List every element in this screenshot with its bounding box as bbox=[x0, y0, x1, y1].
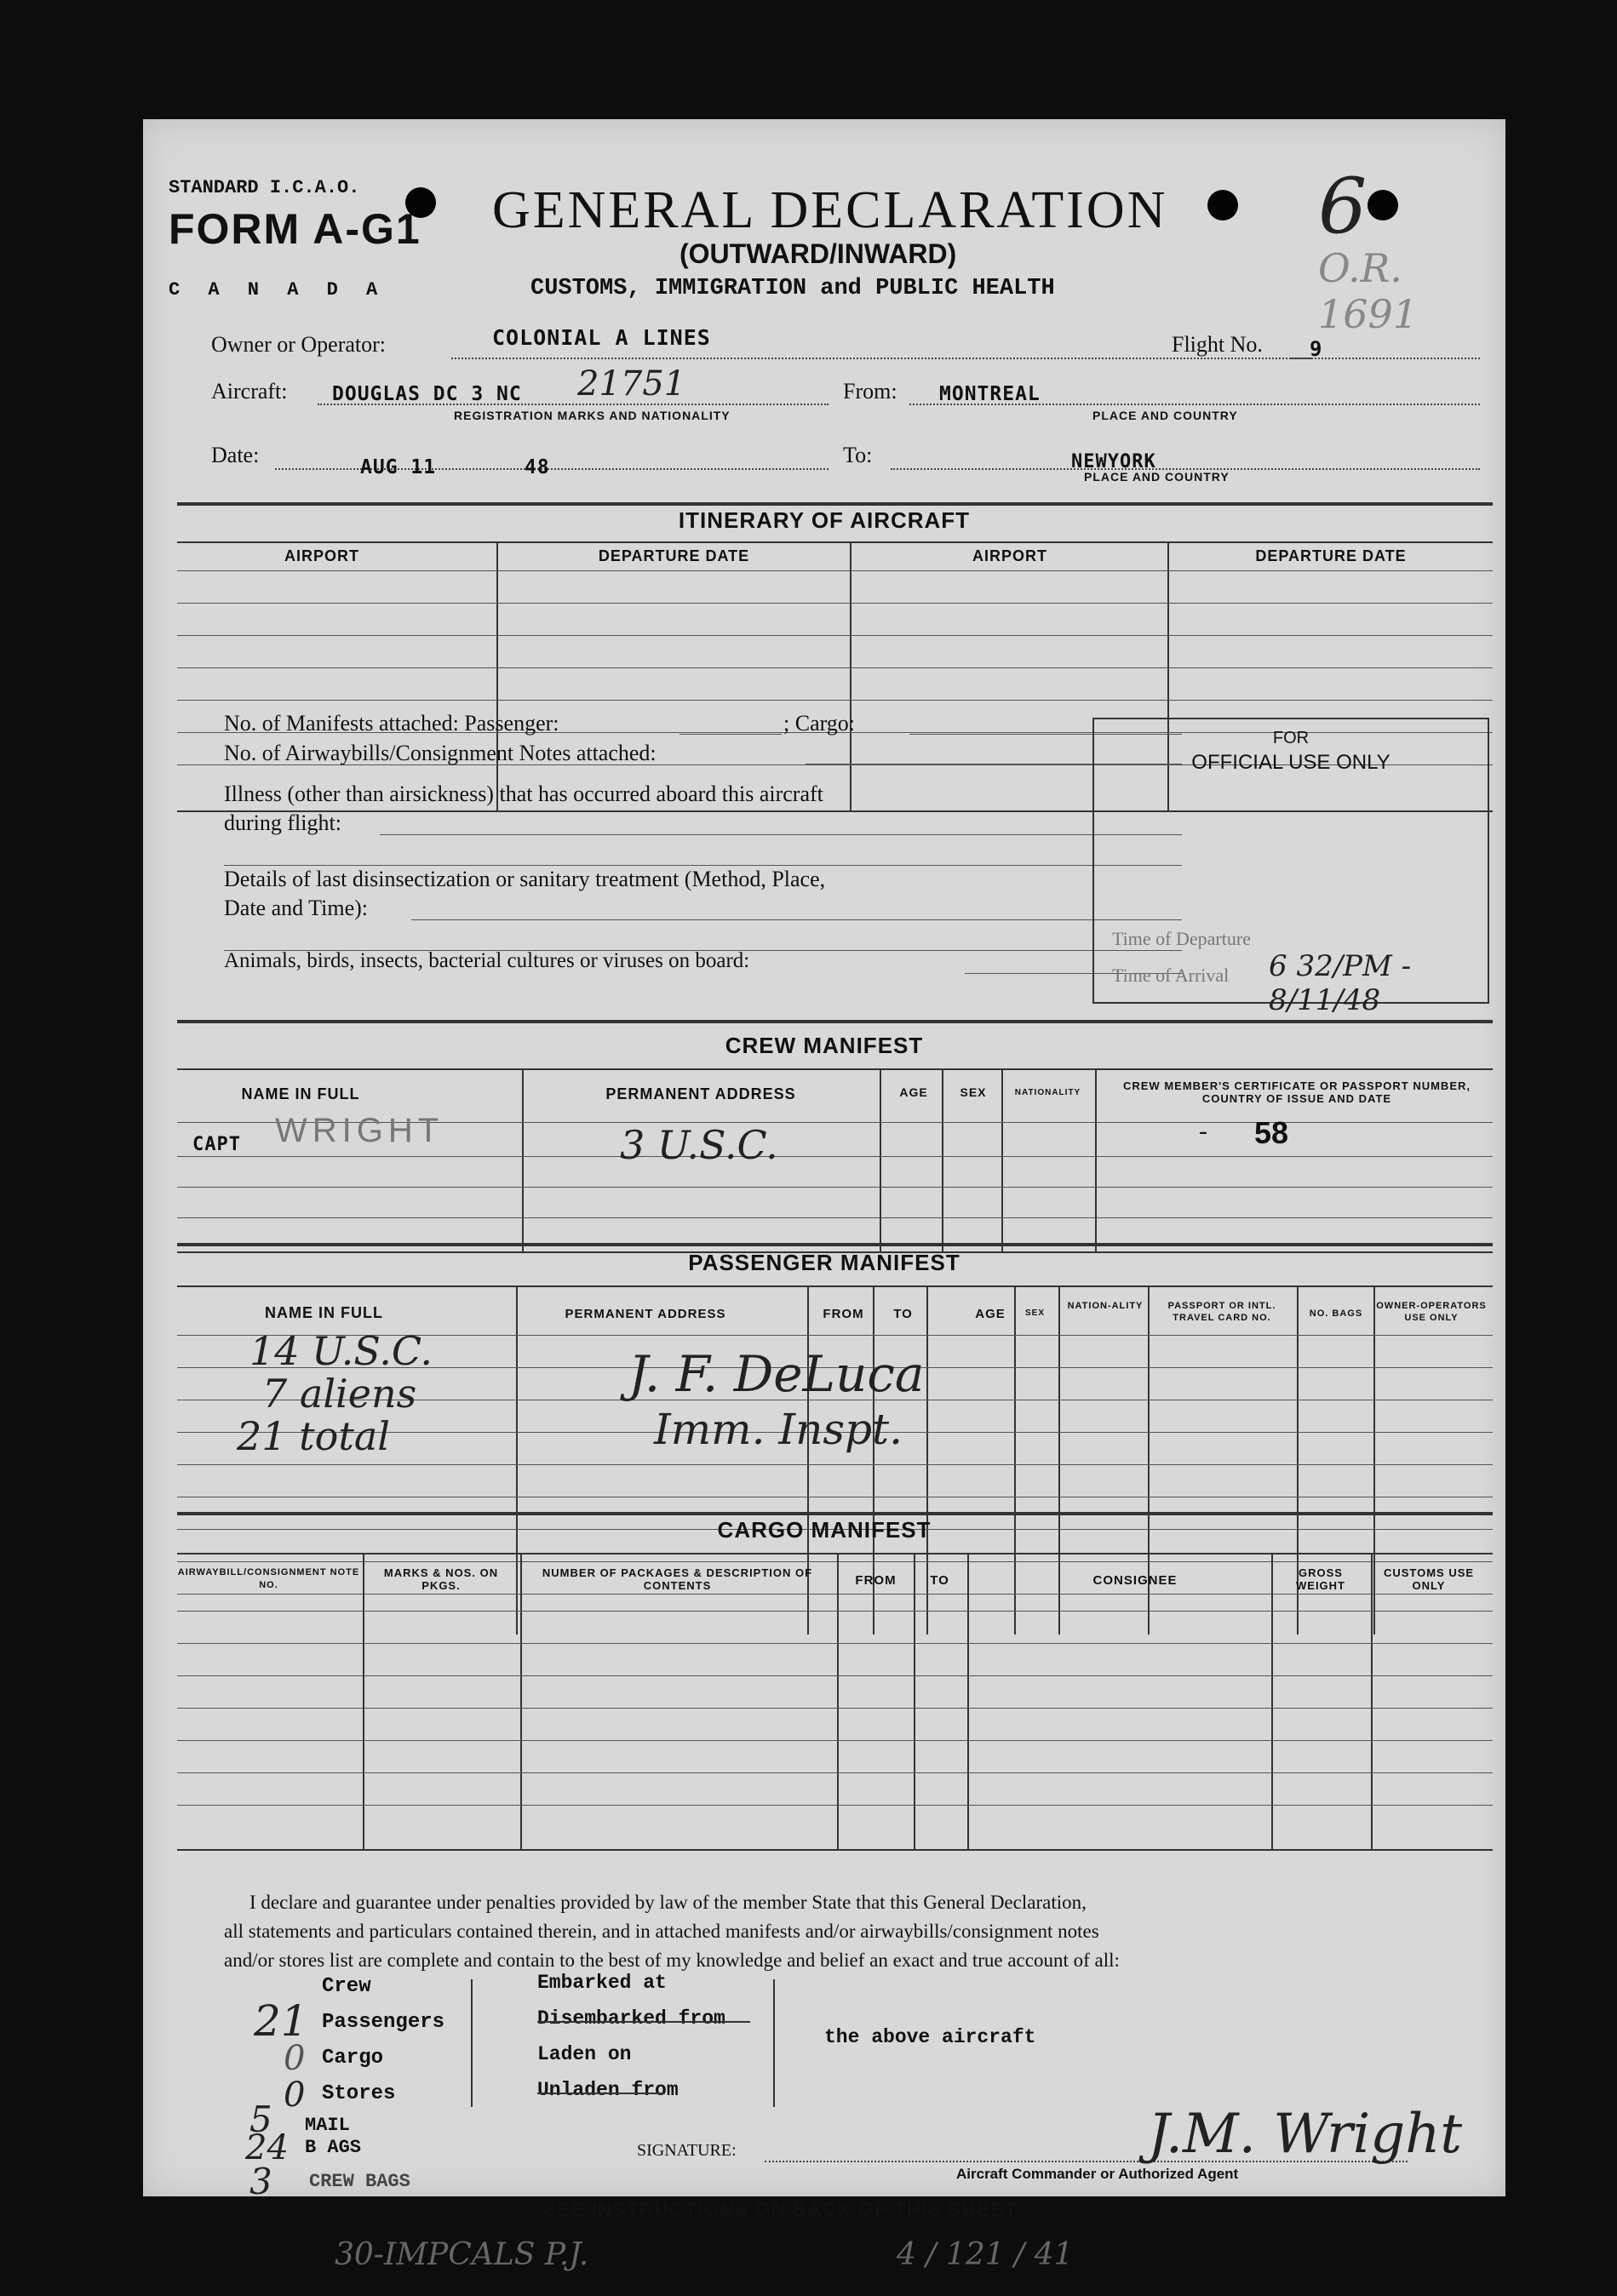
answer-line bbox=[380, 834, 1182, 835]
instructions: SEE INSTRUCTIONS ON BACK OF THIS SHEET bbox=[543, 2198, 1018, 2220]
row-rule bbox=[177, 1611, 1493, 1612]
cargo-title: CARGO MANIFEST bbox=[717, 1517, 932, 1543]
col-rule bbox=[1373, 1285, 1375, 1635]
footer-hand-note-2: 4 / 121 / 41 bbox=[897, 2237, 1074, 2272]
itinerary-col-airport-2: AIRPORT bbox=[972, 547, 1047, 564]
crew-bags-hand-count: 3 bbox=[249, 2161, 272, 2202]
direction-label: (OUTWARD/INWARD) bbox=[679, 238, 957, 269]
rule bbox=[177, 1512, 1493, 1515]
item-passengers: Passengers bbox=[322, 2011, 445, 2034]
itinerary-col-departure-2: DEPARTURE DATE bbox=[1255, 547, 1407, 564]
cargo-label: ; Cargo: bbox=[783, 711, 856, 736]
owner-value: COLONIAL A LINES bbox=[492, 325, 711, 350]
cargo-hand-count: 0 bbox=[284, 2039, 306, 2078]
illness-label: Illness (other than airsickness) that has occurred aboard this aircraft bbox=[224, 782, 823, 806]
corner-reference: O.R. 1691 bbox=[1318, 245, 1419, 337]
stores-hand-count: 0 bbox=[284, 2076, 306, 2115]
row-rule bbox=[177, 1772, 1493, 1773]
cargo-col-customs: CUSTOMS USE ONLY bbox=[1383, 1566, 1475, 1592]
passenger-col-sex: SEX bbox=[1024, 1308, 1045, 1318]
official-for: FOR bbox=[1272, 729, 1310, 747]
brace bbox=[471, 1979, 473, 2107]
row-rule bbox=[177, 1643, 1493, 1644]
punch-hole bbox=[1368, 190, 1398, 220]
corner-handwritten-mark: 6 bbox=[1318, 162, 1368, 251]
standard-label: STANDARD I.C.A.O. bbox=[169, 177, 360, 198]
answer-line bbox=[411, 919, 1182, 920]
cargo-col-airwaybill: AIRWAYBILL/CONSIGNMENT NOTE NO. bbox=[177, 1567, 360, 1590]
inspector-title: Imm. Inspt. bbox=[654, 1405, 903, 1454]
col-rule bbox=[496, 541, 498, 810]
col-rule bbox=[880, 1068, 881, 1251]
row-rule bbox=[177, 1675, 1493, 1676]
aircraft-label: Aircraft: bbox=[211, 379, 288, 404]
row-rule bbox=[177, 1708, 1493, 1709]
form-number: FORM A-G1 bbox=[169, 205, 421, 253]
cargo-col-from: FROM bbox=[855, 1573, 897, 1588]
row-rule bbox=[177, 700, 1493, 701]
rule bbox=[177, 1068, 1493, 1070]
action-embarked: Embarked at bbox=[537, 1972, 667, 1994]
mail-hand-count: 5 bbox=[249, 2098, 272, 2140]
cargo-col-packages: NUMBER OF PACKAGES & DESCRIPTION OF CONTENTS bbox=[542, 1566, 813, 1592]
registration-caption: REGISTRATION MARKS AND NATIONALITY bbox=[454, 409, 731, 422]
crew-role: CAPT bbox=[192, 1134, 241, 1155]
owner-line bbox=[451, 358, 1311, 359]
row-rule bbox=[177, 1740, 1493, 1741]
crew-name: WRIGHT bbox=[275, 1112, 444, 1149]
answer-line bbox=[224, 865, 1182, 866]
subtitle: CUSTOMS, IMMIGRATION and PUBLIC HEALTH bbox=[530, 276, 1055, 301]
row-rule bbox=[177, 667, 1493, 668]
rule bbox=[177, 1553, 1493, 1555]
passenger-col-passport: PASSPORT OR INTL. TRAVEL CARD NO. bbox=[1167, 1301, 1276, 1323]
mail-label: MAIL bbox=[305, 2115, 350, 2136]
crew-col-nationality: NATIONALITY bbox=[1014, 1088, 1081, 1097]
col-rule bbox=[1095, 1068, 1097, 1251]
crew-col-age: AGE bbox=[899, 1085, 928, 1099]
row-rule bbox=[177, 1594, 1493, 1595]
row-rule bbox=[177, 635, 1493, 636]
to-caption: PLACE AND COUNTRY bbox=[1084, 470, 1230, 484]
passenger-col-age: AGE bbox=[975, 1307, 1006, 1321]
crew-dash: - bbox=[1199, 1117, 1207, 1145]
disinsect-label-2: Date and Time): bbox=[224, 896, 368, 920]
bags-hand-count: 24 bbox=[245, 2128, 289, 2167]
crew-address: 3 U.S.C. bbox=[620, 1122, 778, 1168]
official-title: OFFICIAL USE ONLY bbox=[1191, 751, 1391, 774]
illness-label-2: during flight: bbox=[224, 810, 341, 835]
rule bbox=[177, 1243, 1493, 1246]
crew-col-address: PERMANENT ADDRESS bbox=[605, 1085, 796, 1102]
rule bbox=[177, 1020, 1493, 1023]
to-value: NEWYORK bbox=[1071, 451, 1156, 472]
passenger-col-to: TO bbox=[893, 1307, 913, 1321]
brace bbox=[773, 1979, 775, 2107]
signature-label: SIGNATURE: bbox=[637, 2141, 737, 2160]
passenger-count-aliens: 7 aliens bbox=[262, 1371, 417, 1417]
row-rule bbox=[177, 603, 1493, 604]
strike-through bbox=[537, 2093, 665, 2094]
flight-value: 9 bbox=[1310, 337, 1323, 361]
from-label: From: bbox=[843, 379, 897, 404]
passenger-col-bags: NO. BAGS bbox=[1309, 1308, 1363, 1319]
item-stores: Stores bbox=[322, 2082, 396, 2105]
inspector-name: J. F. DeLuca bbox=[628, 1345, 925, 1403]
arrival-time-value: 6 32/PM - 8/11/48 bbox=[1269, 949, 1412, 1017]
passenger-col-from: FROM bbox=[823, 1307, 864, 1321]
crew-title: CREW MANIFEST bbox=[725, 1033, 924, 1058]
action-unladen: Unladen from bbox=[537, 2079, 679, 2101]
from-caption: PLACE AND COUNTRY bbox=[1092, 409, 1238, 422]
col-rule bbox=[942, 1068, 943, 1251]
arrival-time-label: Time of Arrival bbox=[1112, 965, 1230, 986]
passenger-col-nationality: NATION-ALITY bbox=[1067, 1301, 1144, 1311]
crew-bags-label: CREW BAGS bbox=[309, 2171, 410, 2192]
date-label: Date: bbox=[211, 443, 260, 467]
bags-label: B AGS bbox=[305, 2137, 362, 2158]
passenger-col-address: PERMANENT ADDRESS bbox=[565, 1307, 726, 1321]
signature: J.M. Wright bbox=[1148, 2103, 1463, 2166]
from-value: MONTREAL bbox=[939, 383, 1041, 405]
date-line bbox=[275, 468, 829, 470]
rule bbox=[177, 541, 1493, 543]
row-rule bbox=[177, 1187, 1493, 1188]
itinerary-col-airport: AIRPORT bbox=[284, 547, 359, 564]
itinerary-title: ITINERARY OF AIRCRAFT bbox=[678, 507, 971, 533]
rule bbox=[177, 502, 1493, 506]
row-rule bbox=[177, 1805, 1493, 1806]
footer-hand-note: 30-IMPCALS P.J. bbox=[335, 2237, 589, 2272]
punch-hole bbox=[1207, 190, 1238, 220]
owner-label: Owner or Operator: bbox=[211, 332, 387, 357]
crew-col-certificate: CREW MEMBER'S CERTIFICATE OR PASSPORT NUMBER, COUNTRY OF ISSUE AND DATE bbox=[1122, 1079, 1471, 1105]
col-rule bbox=[1001, 1068, 1003, 1251]
declaration-line-2: all statements and particulars contained therein, and in attached manifests and/or airwaybills/consignment notes bbox=[224, 1921, 1099, 1942]
passenger-title: PASSENGER MANIFEST bbox=[688, 1250, 960, 1275]
declaration-line-3: and/or stores list are complete and contain to the best of my knowledge and belief an exact and true account of all: bbox=[224, 1950, 1120, 1971]
item-crew: Crew bbox=[322, 1975, 371, 1998]
passenger-hand-count: 21 bbox=[254, 1996, 308, 2046]
passenger-col-name: NAME IN FULL bbox=[265, 1304, 383, 1321]
disinsect-label: Details of last disinsectization or sanitary treatment (Method, Place, bbox=[224, 867, 826, 891]
country-label: C A N A D A bbox=[169, 279, 387, 301]
date-value: AUG 11 48 bbox=[360, 456, 550, 478]
answer-line bbox=[679, 734, 782, 735]
aircraft-text: the above aircraft bbox=[824, 2026, 1036, 2048]
aircraft-typed: DOUGLAS DC 3 NC bbox=[332, 383, 522, 405]
row-rule bbox=[177, 570, 1493, 571]
crew-col-sex: SEX bbox=[960, 1085, 987, 1099]
animals-label: Animals, birds, insects, bacterial cultures or viruses on board: bbox=[224, 949, 750, 972]
row-rule bbox=[177, 1217, 1493, 1218]
aircraft-hand-number: 21751 bbox=[577, 364, 686, 404]
to-label: To: bbox=[843, 443, 873, 467]
action-disembarked: Disembarked from bbox=[537, 2007, 725, 2030]
signer-caption: Aircraft Commander or Authorized Agent bbox=[956, 2166, 1239, 2182]
declaration-line-1: I declare and guarantee under penalties provided by law of the member State that this General Declaration, bbox=[249, 1892, 1087, 1913]
crew-col-name: NAME IN FULL bbox=[241, 1085, 360, 1102]
col-rule bbox=[522, 1068, 524, 1251]
row-rule bbox=[177, 1464, 1493, 1465]
cargo-col-weight: GROSS WEIGHT bbox=[1296, 1566, 1345, 1592]
form-title: GENERAL DECLARATION bbox=[492, 181, 1168, 239]
row-rule bbox=[177, 1561, 1493, 1562]
itinerary-col-departure: DEPARTURE DATE bbox=[598, 547, 750, 564]
flight-label: Flight No. bbox=[1172, 332, 1263, 357]
airwaybills-label: No. of Airwaybills/Consignment Notes attached: bbox=[224, 741, 657, 765]
item-cargo: Cargo bbox=[322, 2047, 384, 2070]
cargo-col-to: TO bbox=[930, 1573, 949, 1588]
cargo-col-consignee: CONSIGNEE bbox=[1092, 1573, 1178, 1588]
crew-number: 58 bbox=[1254, 1115, 1289, 1150]
cargo-col-marks: MARKS & NOS. ON PKGS. bbox=[383, 1566, 499, 1592]
manifests-label: No. of Manifests attached: Passenger: bbox=[224, 711, 559, 736]
passenger-count-total: 21 total bbox=[237, 1413, 390, 1459]
col-rule bbox=[850, 541, 852, 810]
rule bbox=[177, 1285, 1493, 1287]
row-rule bbox=[177, 1156, 1493, 1157]
departure-time-label: Time of Departure bbox=[1112, 928, 1251, 949]
action-laden: Laden on bbox=[537, 2043, 632, 2065]
declaration-form bbox=[143, 119, 1505, 2272]
strike-through bbox=[537, 2021, 750, 2023]
passenger-count-usc: 14 U.S.C. bbox=[249, 1328, 433, 1374]
rule bbox=[177, 1849, 1493, 1851]
passenger-col-owner: OWNER-OPERATORS USE ONLY bbox=[1376, 1301, 1487, 1323]
